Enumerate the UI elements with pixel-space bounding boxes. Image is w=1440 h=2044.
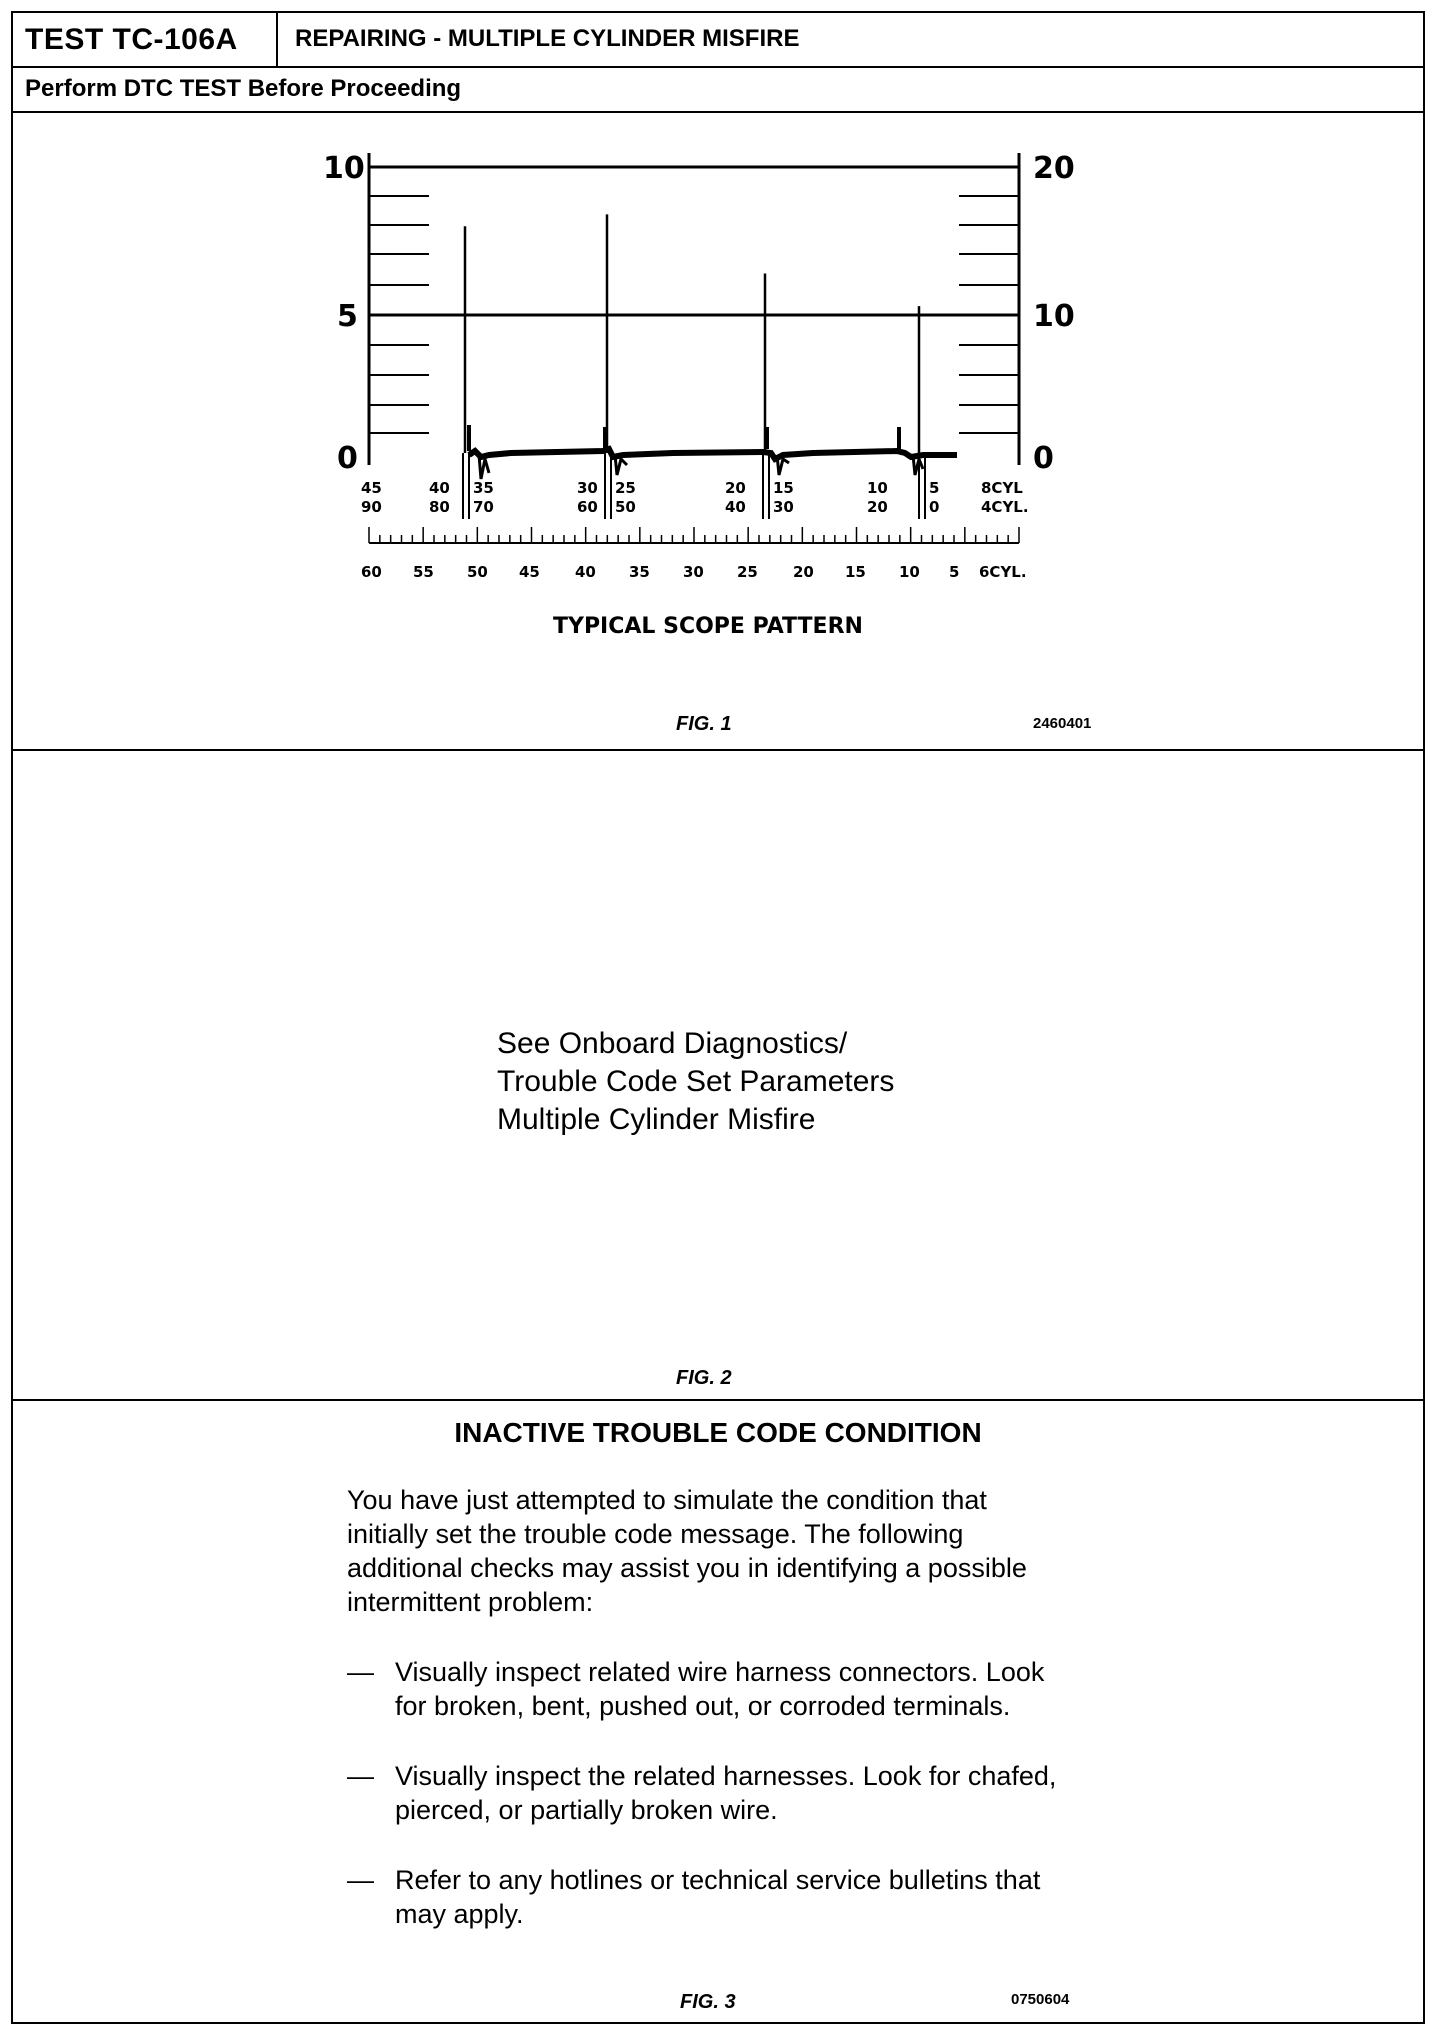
scale-6cyl-tick: 25 [737,563,758,581]
scale-8cyl-tick: 25 [615,479,636,497]
right-tick-label: 0 [1033,441,1054,476]
scale-8cyl-tick: 10 [867,479,888,497]
scale-8cyl-name: 8CYL [981,479,1023,497]
scale-8cyl-labels [361,479,1023,497]
fig1-label: FIG. 1 [676,713,732,735]
fig3-heading: INACTIVE TROUBLE CODE CONDITION [454,1417,982,1448]
scale-4cyl-tick: 20 [867,498,888,516]
scale-8cyl-tick: 15 [773,479,794,497]
fig2-line: Multiple Cylinder Misfire [497,1103,816,1136]
bullet-text: Visually inspect the related harnesses. Look for chafed, pierced, or partially broken wire. [395,1761,1057,1825]
scope-pattern-chart [293,133,1093,653]
fig3-bullet [347,1655,1067,1723]
scale-8cyl-tick: 40 [429,479,450,497]
fig3-bullet [347,1863,1067,1931]
left-tick-label: 5 [337,299,358,334]
fig1-divider [13,749,1423,751]
scale-4cyl-tick: 0 [929,498,940,516]
ruler-ticks [369,527,1019,543]
scale-4cyl-tick: 60 [577,498,598,516]
scale-6cyl-tick: 55 [413,563,434,581]
test-id: TEST TC-106A [25,23,238,56]
left-tick-label: 0 [337,441,358,476]
document-frame [11,11,1425,2024]
fig3-intro: You have just attempted to simulate the condition that initially set the trouble code message. The following additional checks may assist you in identifying a possible intermittent problem: [347,1485,1027,1617]
scale-4cyl-tick: 50 [615,498,636,516]
bullet-dash: — [347,1761,374,1791]
waveform-trace [469,449,957,459]
test-title: REPAIRING - MULTIPLE CYLINDER MISFIRE [295,25,800,52]
scale-4cyl-tick: 80 [429,498,450,516]
bullet-text: Refer to any hotlines or technical service bulletins that may apply. [395,1865,1041,1929]
scale-6cyl-tick: 45 [519,563,540,581]
scale-6cyl-name: 6CYL. [979,563,1027,581]
scale-6cyl-tick: 20 [793,563,814,581]
scale-6cyl-labels [361,563,1027,581]
scale-6cyl-tick: 5 [949,563,960,581]
bullet-text: Visually inspect related wire harness connectors. Look for broken, bent, pushed out, or corroded terminals. [395,1657,1045,1721]
bullet-dash: — [347,1657,374,1687]
cylinder-marker-lines [463,453,925,519]
scale-8cyl-tick: 20 [725,479,746,497]
scale-4cyl-name: 4CYL. [981,498,1029,516]
left-tick-label: 10 [323,151,365,186]
scale-8cyl-tick: 45 [361,479,382,497]
fig3-bullet [347,1759,1067,1827]
right-tick-label: 10 [1033,299,1075,334]
spark-oscillation [469,425,899,451]
scale-8cyl-tick: 5 [929,479,940,497]
fig2-line: See Onboard Diagnostics/ [497,1027,848,1060]
scale-8cyl-tick: 30 [577,479,598,497]
fig2-text [497,1025,894,1139]
fig2-line: Trouble Code Set Parameters [497,1065,895,1098]
bullet-dash: — [347,1865,374,1895]
scale-6cyl-tick: 30 [683,563,704,581]
waveform-dips [479,455,923,479]
fig2-label: FIG. 2 [676,1367,732,1389]
subheading-divider [13,111,1423,113]
scale-4cyl-tick: 70 [473,498,494,516]
chart-caption: TYPICAL SCOPE PATTERN [553,614,863,639]
scale-6cyl-tick: 60 [361,563,382,581]
scale-4cyl-labels [361,498,1029,516]
scale-4cyl-tick: 40 [725,498,746,516]
scale-6cyl-tick: 10 [899,563,920,581]
fig3-label: FIG. 3 [680,1991,736,2013]
right-tick-label: 20 [1033,151,1075,186]
scale-4cyl-tick: 30 [773,498,794,516]
scale-8cyl-tick: 35 [473,479,494,497]
scale-6cyl-tick: 15 [845,563,866,581]
scale-4cyl-tick: 90 [361,498,382,516]
fig3-body [347,1483,1067,1931]
scale-6cyl-tick: 35 [629,563,650,581]
scale-6cyl-tick: 40 [575,563,596,581]
fig3-image-id: 0750604 [1011,1991,1070,2008]
fig1-image-id: 2460401 [1033,715,1092,732]
fig2-divider [13,1399,1423,1401]
header-separator [276,13,278,66]
subheading: Perform DTC TEST Before Proceeding [25,75,462,102]
scale-6cyl-tick: 50 [467,563,488,581]
header-divider [13,66,1423,68]
